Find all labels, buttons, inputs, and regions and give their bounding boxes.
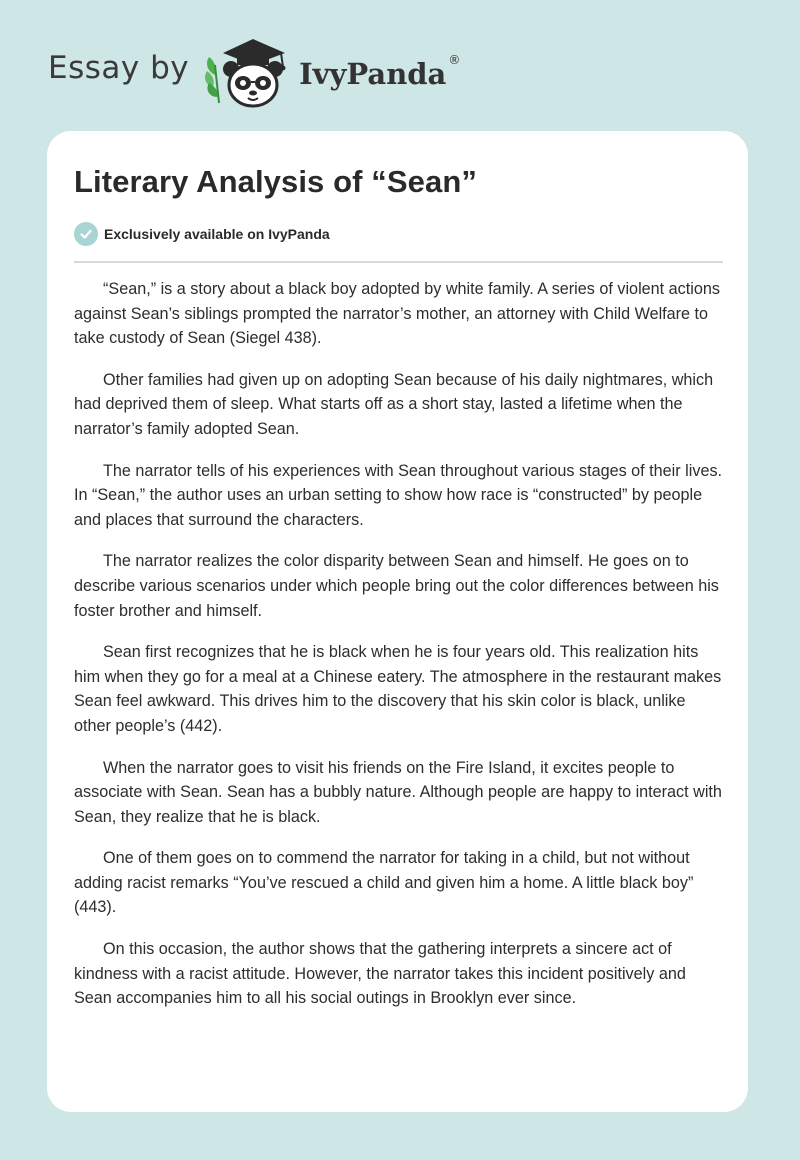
essay-body bbox=[74, 277, 726, 1028]
paragraph: On this occasion, the author shows that the gathering interprets a sincere act of kindness with a racist attitude. However, the narrator takes this incident positively and Sean accompanies him to all his social outings in Brooklyn ever since. bbox=[74, 940, 686, 1008]
paragraph: The narrator realizes the color disparity between Sean and himself. He goes on to describe various scenarios under which people bring out the color differences between his foster brother and himself. bbox=[74, 552, 719, 620]
paragraph: “Sean,” is a story about a black boy adopted by white family. A series of violent actions against Sean’s siblings prompted the narrator’s mother, an attorney with Child Welfare to take custody of Sean (Siegel 438). bbox=[74, 280, 720, 348]
check-icon bbox=[74, 222, 98, 246]
page-title: Literary Analysis of “Sean” bbox=[74, 164, 477, 199]
paragraph: The narrator tells of his experiences with Sean throughout various stages of their lives. In “Sean,” the author uses an urban setting to show how race is “constructed” by people and places that surround the characters. bbox=[74, 461, 723, 529]
paragraph: When the narrator goes to visit his friends on the Fire Island, it excites people to associate with Sean. Sean has a bubbly nature. Although people are happy to interact with Sean, they realize that he is black. bbox=[74, 758, 722, 826]
panda-graduation-cap-logo-icon bbox=[203, 35, 295, 109]
paragraph: Sean first recognizes that he is black when he is four years old. This realization hits him when they go for a meal at a Chinese eatery. The atmosphere in the restaurant makes Sean feel awkward. This drives him to the discovery that his skin color is black, unlike other people’s (442). bbox=[74, 643, 722, 735]
title-divider bbox=[74, 261, 723, 263]
site-header-brand[interactable] bbox=[48, 36, 460, 108]
badge-label: Exclusively available on IvyPanda bbox=[104, 226, 330, 242]
exclusive-badge bbox=[74, 222, 330, 246]
registered-mark: ® bbox=[448, 53, 461, 67]
brand-prefix: Essay by bbox=[48, 50, 190, 86]
paragraph: Other families had given up on adopting Sean because of his daily nightmares, which had deprived them of sleep. What starts off as a short stay, lasted a lifetime when the narrator’s family adopted Sean. bbox=[74, 370, 714, 438]
bamboo-leaf-icon bbox=[205, 57, 219, 103]
paragraph: One of them goes on to commend the narrator for taking in a child, but not without adding racist remarks “You’ve rescued a child and given him a home. A little black boy” (443). bbox=[74, 849, 694, 917]
essay-card bbox=[47, 131, 748, 1112]
brand-name: IvyPanda bbox=[299, 57, 447, 91]
